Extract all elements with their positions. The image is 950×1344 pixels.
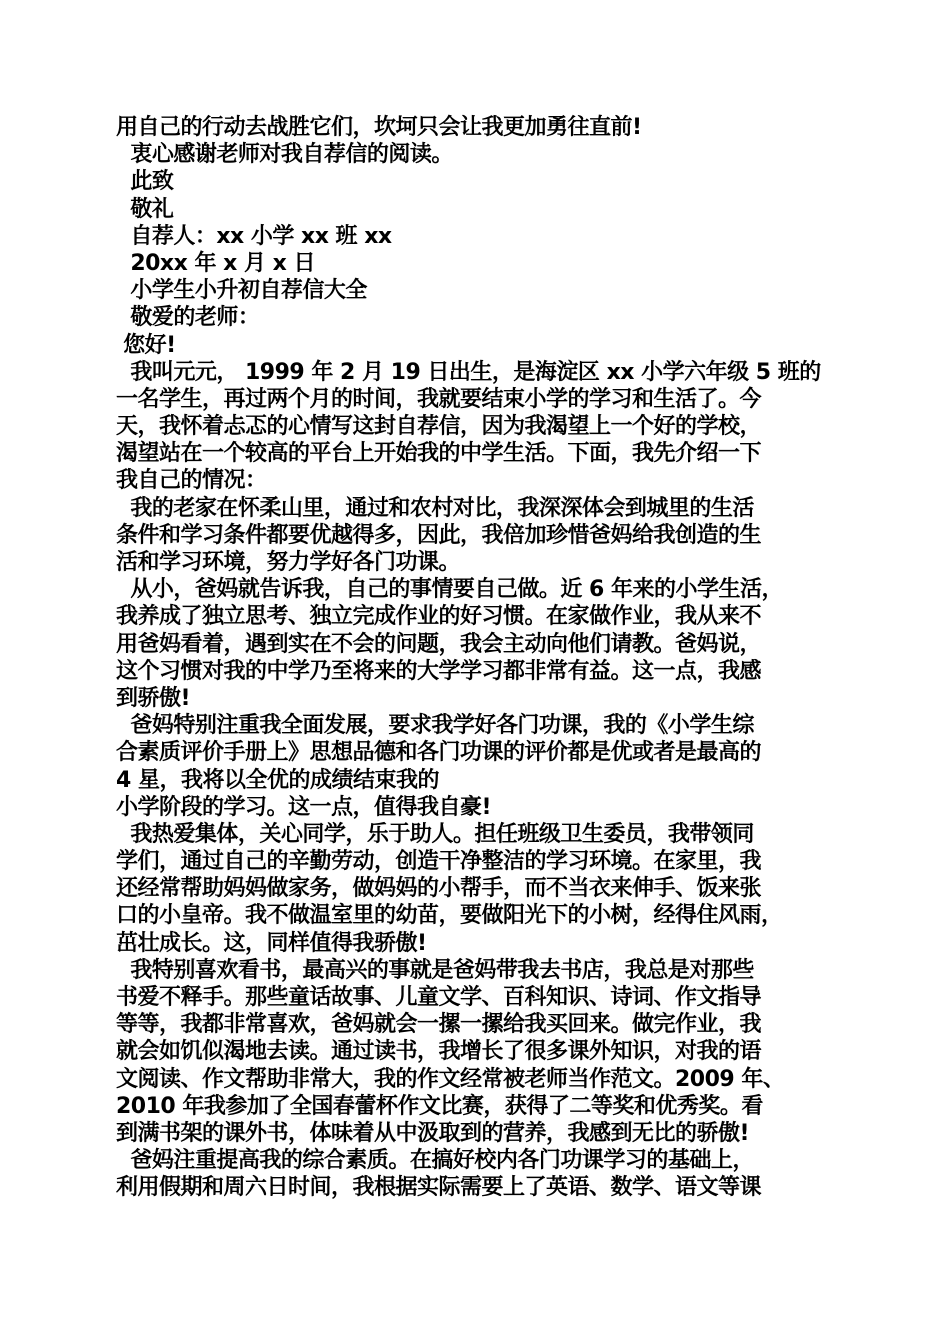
text-line: 爸妈注重提高我的综合素质。在搞好校内各门功课学习的基础上， [116,1148,754,1174]
text-line: 小学阶段的学习。这一点，值得我自豪! [116,794,492,820]
text-line: 条件和学习条件都要优越得多，因此，我倍加珍惜爸妈给我创造的生 [116,522,762,548]
text-line: 我自己的情况： [116,468,267,494]
text-line: 我的老家在怀柔山里，通过和农村对比，我深深体会到城里的生活 [116,495,754,521]
text-line: 活和学习环境，努力学好各门功课。 [116,550,461,575]
text-line: 我热爱集体，关心同学，乐于助人。担任班级卫生委员，我带领同 [116,821,754,847]
document-body [116,114,846,1202]
text-line: 等等，我都非常喜欢，爸妈就会一摞一摞给我买回来。做完作业，我 [116,1012,762,1038]
text-line: 用爸妈看着，遇到实在不会的问题，我会主动向他们请教。爸妈说， [116,631,762,657]
text-line: 爸妈特别注重我全面发展，要求我学好各门功课，我的《小学生综 [116,713,754,739]
text-line: 我叫元元， 1999 年 2 月 19 日出生，是海淀区 xx 小学六年级 5 班的 [116,359,821,385]
text-line: 还经常帮助妈妈做家务，做妈妈的小帮手，而不当衣来伸手、饭来张 [116,876,762,902]
text-line: 自荐人：xx 小学 xx 班 xx [116,223,392,249]
text-line: 用自己的行动去战胜它们，坎坷只会让我更加勇往直前! [116,115,642,140]
text-line: 衷心感谢老师对我自荐信的阅读。 [116,142,453,168]
text-line: 书爱不释手。那些童话故事、儿童文学、百科知识、诗词、作文指导 [116,985,762,1010]
text-line: 敬爱的老师： [116,305,260,331]
text-line: 20xx 年 x 月 x 日 [116,250,315,276]
text-line: 天，我怀着忐忑的心情写这封自荐信，因为我渴望上一个好的学校， [116,414,762,440]
text-line: 合素质评价手册上》思想品德和各门功课的评价都是优或者是最高的 [116,740,762,766]
text-line: 到满书架的课外书，体味着从中汲取到的营养，我感到无比的骄傲! [116,1120,750,1146]
text-line: 4 星，我将以全优的成绩结束我的 [116,767,439,793]
text-line: 2010 年我参加了全国春蕾杯作文比赛，获得了二等奖和优秀奖。看 [116,1093,763,1119]
text-line: 文阅读、作文帮助非常大，我的作文经常被老师当作范文。2009 年、 [116,1066,785,1092]
text-line: 此致 [116,169,174,195]
text-line: 我养成了独立思考、独立完成作业的好习惯。在家做作业，我从来不 [116,604,762,630]
text-line: 口的小皇帝。我不做温室里的幼苗，要做阳光下的小树，经得住风雨， [116,903,783,929]
text-line: 我特别喜欢看书，最高兴的事就是爸妈带我去书店，我总是对那些 [116,957,754,983]
text-line: 渴望站在一个较高的平台上开始我的中学生活。下面，我先介绍一下 [116,441,762,467]
text-line: 敬礼 [116,196,174,222]
text-line: 这个习惯对我的中学乃至将来的大学学习都非常有益。这一点，我感 [116,658,762,684]
text-line: 就会如饥似渴地去读。通过读书，我增长了很多课外知识，对我的语 [116,1039,762,1065]
text-line: 小学生小升初自荐信大全 [116,278,367,304]
text-line: 学们，通过自己的辛勤劳动，创造干净整洁的学习环境。在家里，我 [116,849,762,875]
text-line: 一名学生，再过两个月的时间，我就要结束小学的学习和生活了。今 [116,386,762,412]
text-line: 茁壮成长。这，同样值得我骄傲! [116,930,427,956]
text-line: 从小，爸妈就告诉我，自己的事情要自己做。近 6 年来的小学生活， [116,577,783,603]
text-line: 您好! [116,332,176,358]
text-line: 到骄傲! [116,685,191,711]
text-line: 利用假期和周六日时间，我根据实际需要上了英语、数学、语文等课 [116,1175,762,1201]
